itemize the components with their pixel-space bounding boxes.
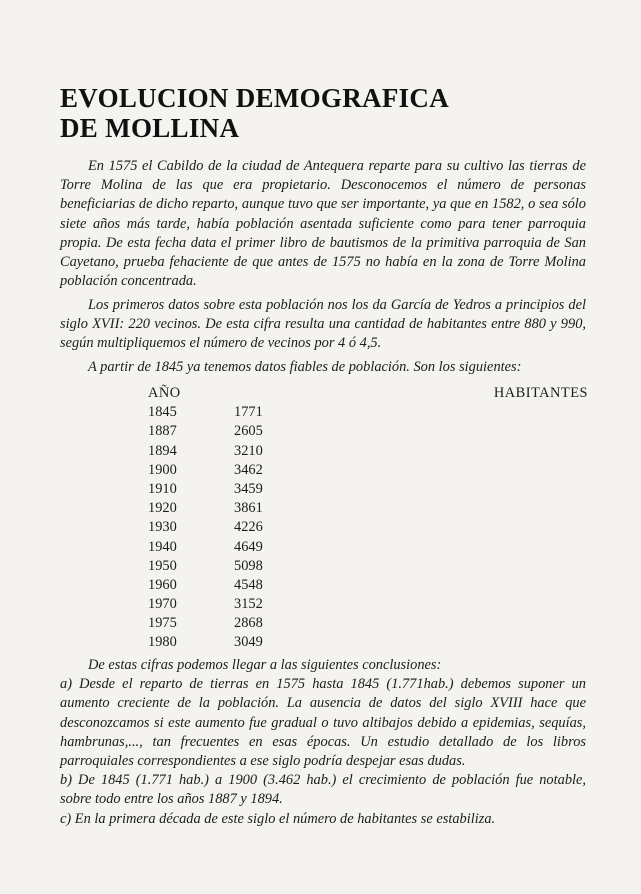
inhabitants-cell: 3152 (234, 596, 263, 613)
page-title (60, 83, 449, 143)
year-cell: 1910 (148, 480, 177, 497)
table-row (148, 422, 588, 441)
table-row (148, 557, 588, 576)
table-row (148, 576, 588, 595)
inhabitants-cell: 5098 (234, 557, 263, 574)
inhabitants-cell: 1771 (234, 404, 263, 421)
paragraph-first-data: Los primeros datos sobre esta población nos los da García de Yedros a principios del siglo XVII: 220 vecinos. De esta cifra resulta una cantidad de habitantes entre 880 y 990, según multipliquemos el número de vecinos por 4 ó 4,5. (60, 297, 586, 352)
table-row (148, 614, 588, 633)
year-cell: 1894 (148, 442, 177, 459)
table-row (148, 403, 588, 422)
inhabitants-cell: 3861 (234, 500, 263, 517)
table-header (148, 384, 588, 403)
year-cell: 1960 (148, 576, 177, 593)
inhabitants-cell: 3462 (234, 461, 263, 478)
table-body (148, 403, 588, 652)
table-row (148, 480, 588, 499)
title-line-2: DE MOLLINA (60, 113, 240, 143)
year-cell: 1975 (148, 615, 177, 632)
inhabitants-cell: 2868 (234, 615, 263, 632)
conclusions-section (60, 656, 586, 829)
year-cell: 1930 (148, 519, 177, 536)
table-row (148, 595, 588, 614)
table-row (148, 538, 588, 557)
title-line-1: EVOLUCION DEMOGRAFICA (60, 83, 450, 113)
table-row (148, 633, 588, 652)
year-cell: 1845 (148, 404, 177, 421)
table-row (148, 442, 588, 461)
year-cell: 1940 (148, 538, 177, 555)
year-cell: 1920 (148, 500, 177, 517)
paragraph-table-intro: A partir de 1845 ya tenemos datos fiables de población. Son los siguientes: (88, 359, 522, 375)
inhabitants-cell: 3210 (234, 442, 263, 459)
table-row (148, 518, 588, 537)
conclusion-c: c) En la primera década de este siglo el número de habitantes se estabiliza. (60, 810, 496, 827)
year-cell: 1950 (148, 557, 177, 574)
conclusion-b: b) De 1845 (1.771 hab.) a 1900 (3.462 hab.) el crecimiento de población fue notable, sobre todo entre los años 1887 y 1894. (60, 772, 586, 808)
inhabitants-cell: 4226 (234, 519, 263, 536)
inhabitants-cell: 2605 (234, 423, 263, 440)
inhabitants-cell: 3049 (234, 634, 263, 651)
table-row (148, 499, 588, 518)
header-inhabitants: HABITANTES (493, 385, 588, 401)
year-cell: 1900 (148, 461, 177, 478)
conclusions-intro: De estas cifras podemos llegar a las siguientes conclusiones: (88, 657, 442, 673)
header-year: AÑO (148, 385, 181, 401)
year-cell: 1970 (148, 596, 177, 613)
inhabitants-cell: 4649 (234, 538, 263, 555)
table-row (148, 461, 588, 480)
year-cell: 1887 (148, 423, 177, 440)
inhabitants-cell: 3459 (234, 480, 263, 497)
year-cell: 1980 (148, 634, 177, 651)
conclusion-a: a) Desde el reparto de tierras en 1575 hasta 1845 (1.771hab.) debemos suponer un aumento creciente de la población. La ausencia de datos del siglo XVIII hace que desconozcamos si este aumento fue gradual o tuvo altibajos debido a epidemias, sequías, hambrunas,..., tan frecuentes en esas épocas. Un estudio detallado de los libros parroquiales correspondientes a ese siglo podría despejar esas dudas. (60, 676, 586, 770)
inhabitants-cell: 4548 (234, 576, 263, 593)
population-table (148, 384, 588, 653)
paragraph-origins: En 1575 el Cabildo de la ciudad de Antequera reparte para su cultivo las tierras de Torre Molina de las que era propietario. Desconocemos el número de personas beneficiarias de dicho reparto, aunque tuvo que ser importante, ya que en 1582, o sea sólo siete años más tarde, había población asentada suficiente como para tener parroquia propia. De esta fecha data el primer libro de bautismos de la primitiva parroquia de San Cayetano, prueba fehaciente de que antes de 1575 no había en la zona de Torre Molina población concentrada. (60, 158, 586, 290)
